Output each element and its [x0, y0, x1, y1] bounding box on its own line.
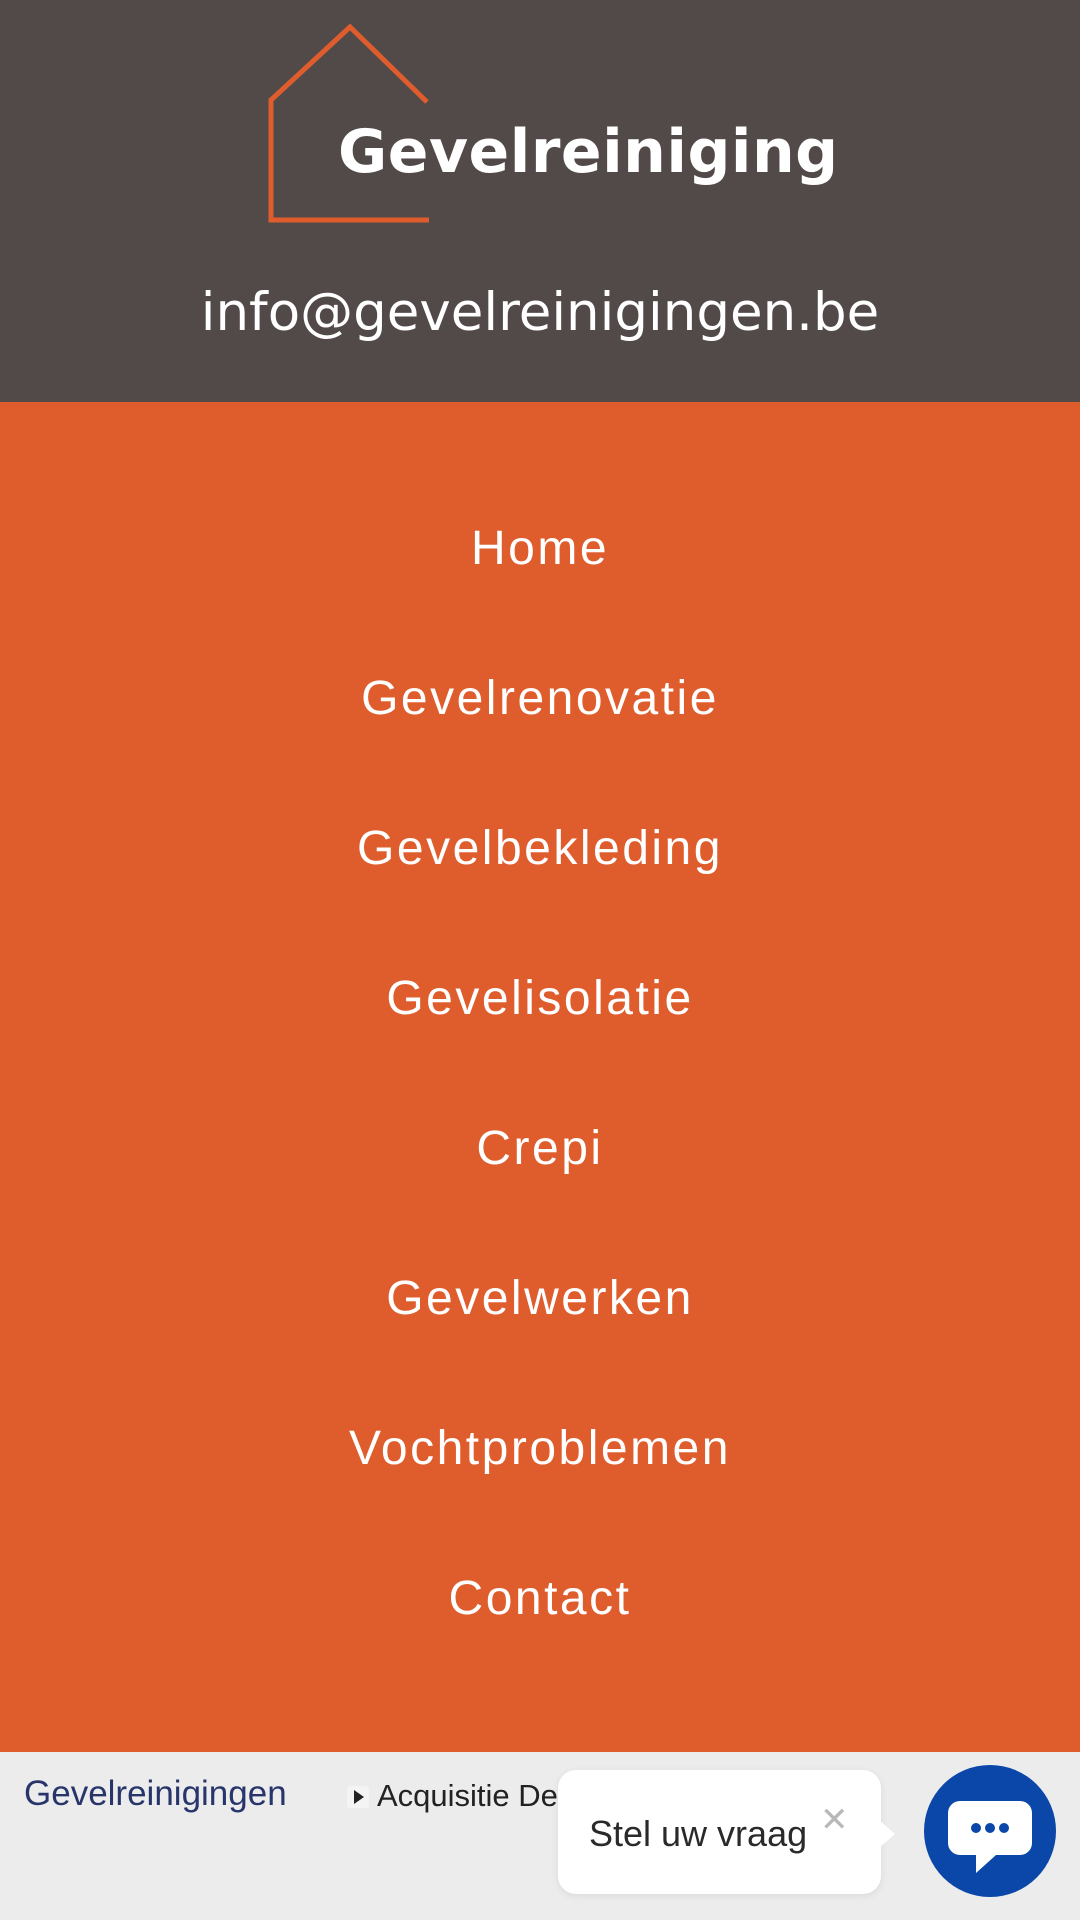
- site-header: [0, 0, 1080, 402]
- chat-prompt-bubble[interactable]: [558, 1770, 881, 1894]
- nav-item-gevelisolatie[interactable]: Gevelisolatie: [386, 972, 694, 1025]
- footer-bar: [0, 1752, 1080, 1920]
- nav-item-gevelwerken[interactable]: Gevelwerken: [386, 1272, 694, 1325]
- chat-icon: [924, 1765, 1056, 1897]
- logo-text: Gevelreiniging: [338, 117, 839, 187]
- main-navigation: [0, 402, 1080, 1752]
- play-icon: [347, 1786, 369, 1808]
- chat-launcher-button[interactable]: [924, 1765, 1056, 1897]
- nav-item-vochtproblemen[interactable]: Vochtproblemen: [349, 1422, 731, 1475]
- nav-item-gevelbekleding[interactable]: Gevelbekleding: [357, 822, 723, 875]
- nav-item-crepi[interactable]: Crepi: [476, 1122, 604, 1175]
- chat-prompt-text: Stel uw vraag: [589, 1813, 808, 1854]
- nav-item-home[interactable]: Home: [470, 522, 610, 575]
- site-logo[interactable]: [265, 22, 839, 227]
- footer-brand[interactable]: Gevelreinigingen: [24, 1774, 287, 1813]
- close-icon[interactable]: ✕: [820, 1801, 849, 1839]
- contact-email[interactable]: info@gevelreinigingen.be: [200, 282, 880, 343]
- footer-link[interactable]: [347, 1778, 567, 1814]
- nav-item-contact[interactable]: Contact: [448, 1572, 632, 1625]
- footer-link-label: Acquisitie De: [377, 1778, 558, 1813]
- nav-item-gevelrenovatie[interactable]: Gevelrenovatie: [361, 672, 719, 725]
